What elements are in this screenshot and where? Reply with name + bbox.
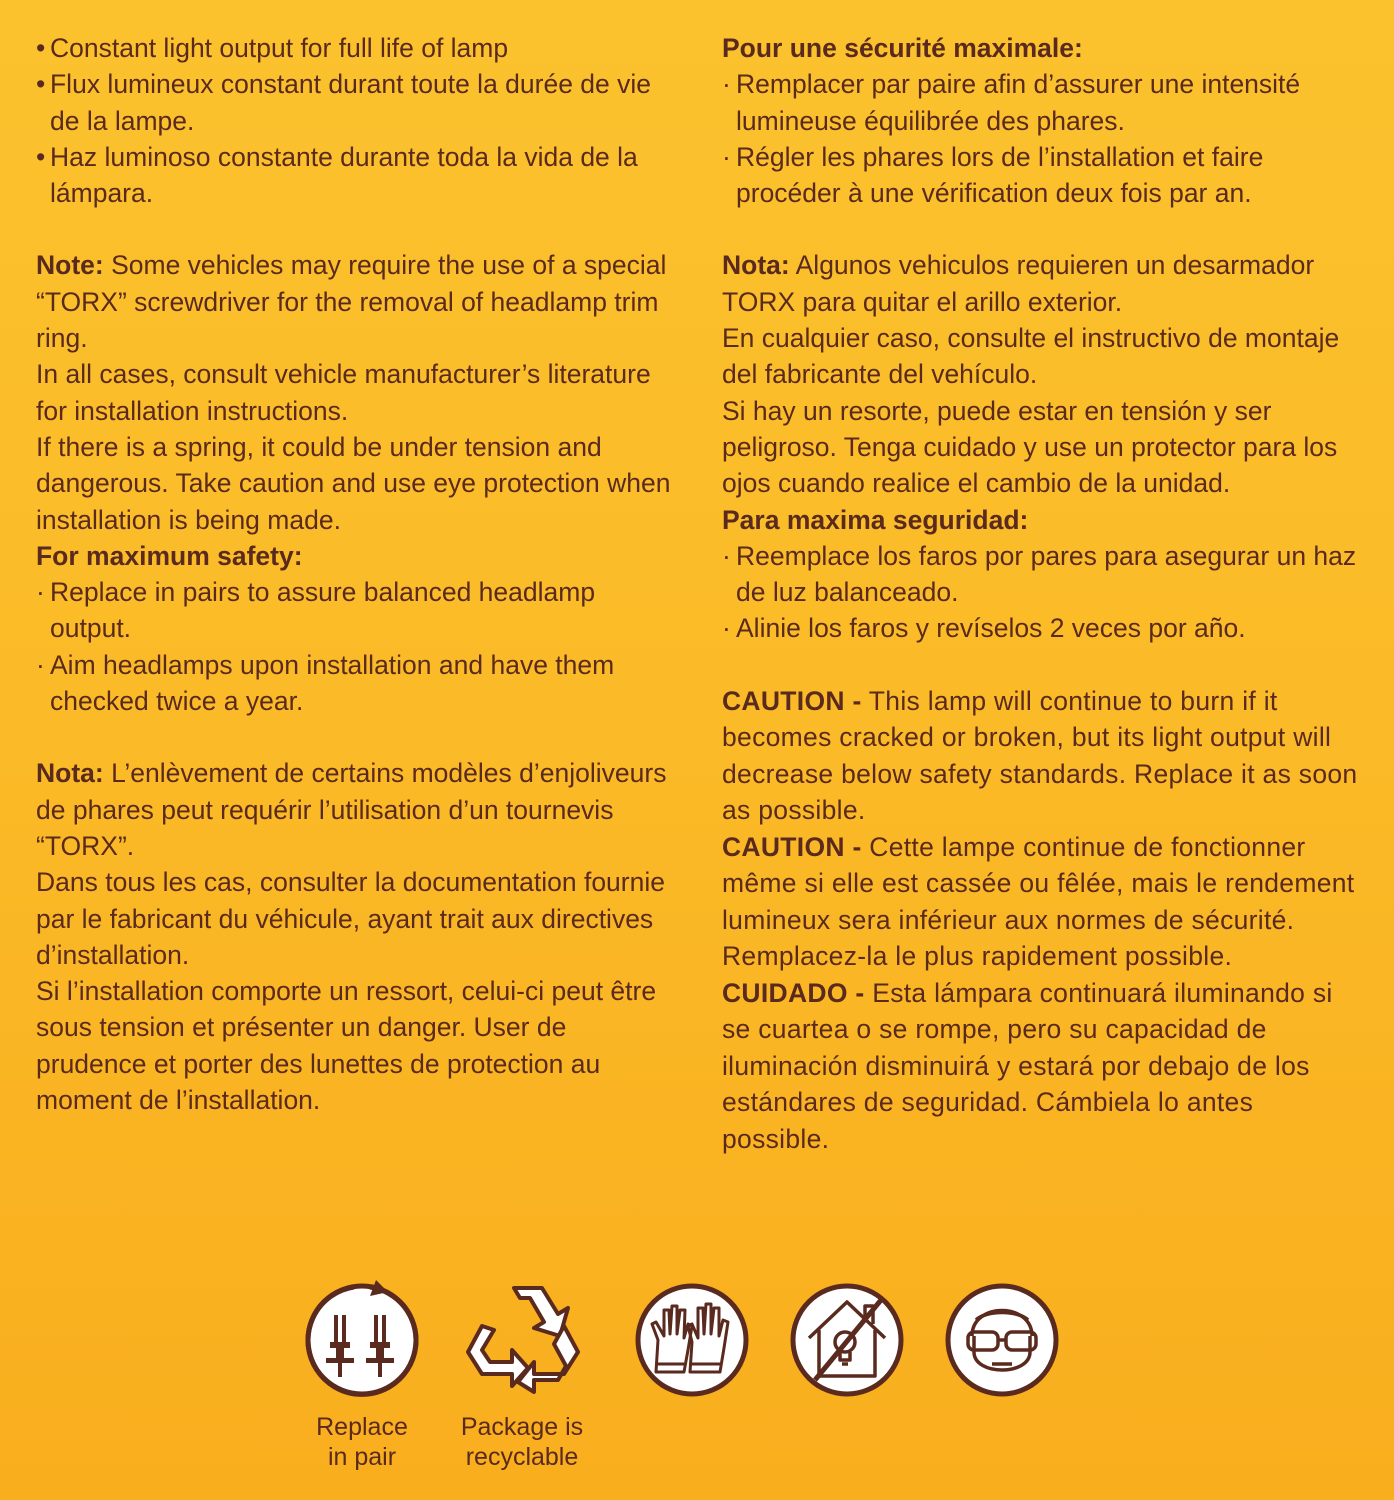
caution-spanish (722, 975, 1362, 1158)
note-text: L’enlèvement de certains modèles d’enjoliveurs de phares peut requérir l’utilisation d’un tournevis “TORX”. (36, 758, 667, 861)
replace-in-pair-label: Replace in pair (316, 1413, 408, 1471)
benefits-list (36, 30, 676, 211)
list-item: · Alinie los faros y revíselos 2 veces por año. (722, 610, 1362, 646)
gloves-icon (632, 1280, 752, 1400)
no-household-use-icon (787, 1280, 907, 1400)
caution-label: CUIDADO - (722, 977, 865, 1008)
note-label: Nota: (36, 758, 104, 789)
replace-in-pair-icon (302, 1280, 422, 1400)
note-spanish (722, 247, 1362, 501)
caution-text: Esta lámpara continuará iluminando si se cuartea o se rompe, pero su capacidad de iluminación disminuirá y estará por debajo de los estándares de seguridad. Cámbiela lo antes possible. (722, 977, 1333, 1154)
caution-text: This lamp will continue to burn if it becomes cracked or broken, but its light output will decrease below safety standards. Replace it as soon as possible. (722, 685, 1358, 826)
right-column (722, 30, 1362, 1157)
list-item: · Reemplace los faros por pares para asegurar un haz de luz balanceado. (722, 538, 1362, 611)
safety-spanish (722, 502, 1362, 647)
note-english (36, 247, 676, 537)
note-text: Some vehicles may require the use of a special “TORX” screwdriver for the removal of headlamp trim ring. (36, 250, 667, 354)
caution-label: CAUTION - (722, 685, 862, 716)
note-text: Si l’installation comporte un ressort, celui-ci peut être sous tension et présenter un danger. User de prudence et porter des lunettes de protection au moment de l’installation. (36, 976, 657, 1116)
safety-french (722, 30, 1362, 211)
list-item: • Constant light output for full life of lamp (36, 30, 676, 66)
note-label: Nota: (722, 250, 790, 281)
safety-heading: Para maxima seguridad: (722, 504, 1029, 535)
recyclable-label: Package is recyclable (460, 1413, 584, 1471)
list-item: · Aim headlamps upon installation and have them checked twice a year. (36, 647, 676, 720)
caution-french (722, 829, 1362, 975)
note-text: Si hay un resorte, puede estar en tensión y ser peligroso. Tenga cuidado y use un protector para los ojos cuando realice el cambio de la unidad. (722, 395, 1338, 499)
note-text: En cualquier caso, consulte el instructivo de montaje del fabricante del vehículo. (722, 323, 1340, 390)
note-french (36, 755, 676, 1118)
safety-glasses-icon (942, 1280, 1062, 1400)
left-column (36, 30, 676, 1118)
list-item: · Remplacer par paire afin d’assurer une intensité lumineuse équilibrée des phares. (722, 66, 1362, 139)
note-text: Algunos vehiculos requieren un desarmador TORX para quitar el arillo exterior. (722, 250, 1315, 317)
safety-english (36, 538, 676, 719)
caution-label: CAUTION - (722, 831, 862, 862)
list-item: • Flux lumineux constant durant toute la durée de vie de la lampe. (36, 66, 676, 139)
list-item: · Régler les phares lors de l’installation et faire procéder à une vérification deux fois par an. (722, 139, 1362, 212)
safety-heading: For maximum safety: (36, 540, 303, 571)
list-item: · Replace in pairs to assure balanced headlamp output. (36, 574, 676, 647)
note-text: Dans tous les cas, consulter la documentation fournie par le fabricant du véhicule, ayant trait aux directives d’installation. (36, 867, 665, 970)
recycle-icon (462, 1280, 592, 1400)
note-label: Note: (36, 250, 104, 281)
safety-heading: Pour une sécurité maximale: (722, 33, 1083, 63)
note-text: If there is a spring, it could be under tension and dangerous. Take caution and use eye protection when installation is being made. (36, 431, 671, 535)
caution-english (722, 683, 1362, 829)
caution-block (722, 683, 1362, 1158)
list-item: • Haz luminoso constante durante toda la vida de la lámpara. (36, 139, 676, 212)
caution-text: Cette lampe continue de fonctionner même si elle est cassée ou fêlée, mais le rendement lumineux sera inférieur aux normes de sécurité. Remplacez-la le plus rapidement possible. (722, 831, 1355, 972)
note-text: In all cases, consult vehicle manufacturer’s literature for installation instructions. (36, 359, 651, 426)
